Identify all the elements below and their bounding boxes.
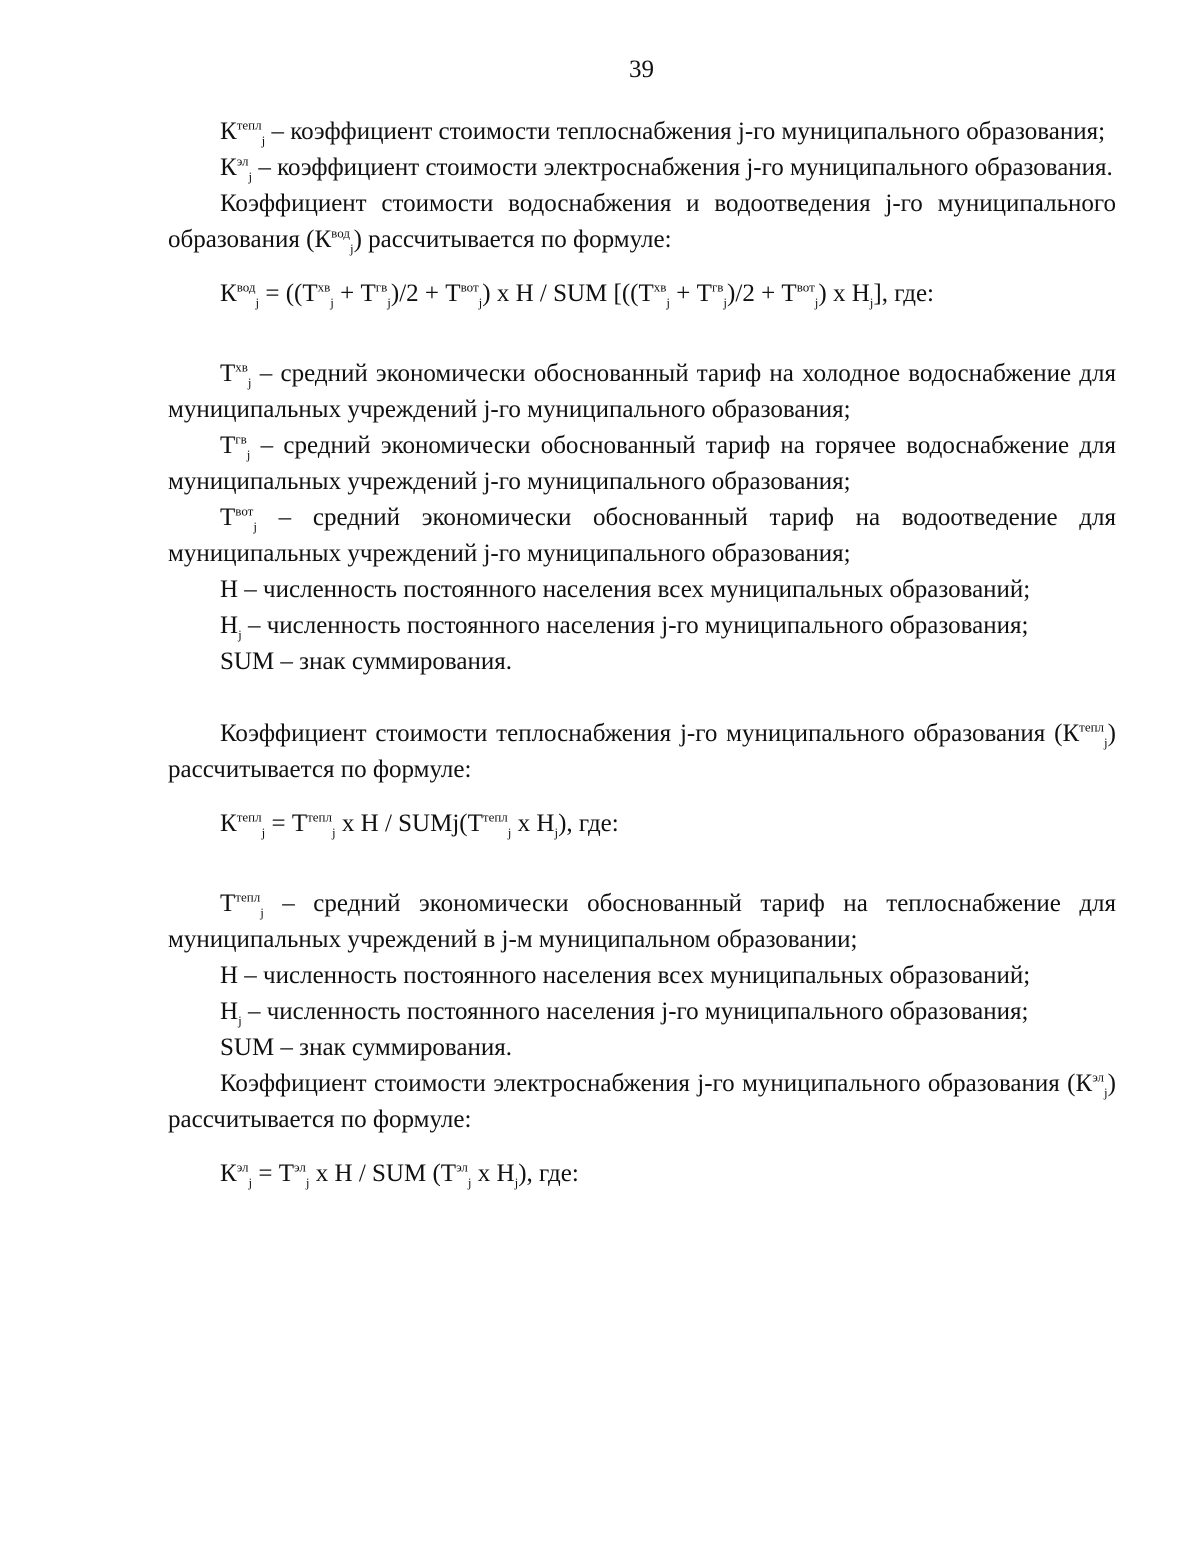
paragraph-k-el-definition: $К^{эл}_j$ – коэффициент стоимости электроснабжения j-го муниципального образования.	[220, 153, 1113, 184]
paragraph-h-definition: Н – численность постоянного населения всех муниципальных образований;	[220, 576, 1031, 603]
page-number: 39	[629, 56, 654, 83]
paragraph-vod-intro: Коэффициент стоимости водоснабжения и водоотведения j-го муниципального образования $(К^{вод}_j)$ рассчитывается по формуле:	[168, 190, 1116, 256]
paragraph-sum-definition: SUM – знак суммирования.	[220, 648, 512, 675]
paragraph-t-vot-definition: $Т^{вот}_j$ – средний экономически обоснованный тариф на водоотведение для муниципальных учреждений j-го муниципального образования;	[168, 503, 1117, 567]
paragraph-hj-definition: $Н_j$ – численность постоянного населения j-го муниципального образования;	[220, 612, 1029, 642]
formula-k-vod: $К^{вод}_j = ((Т^{хв}_j + Т^{гв}_j)/2 + Т^{вот}_j)$ x Н / SUM [$((Т^{хв}_j + Т^{гв}_j)/2 + Т^{вот}_j)$ x $Н_j$], где:	[220, 279, 935, 310]
paragraph-sum-definition-2: SUM – знак суммирования.	[220, 1034, 512, 1061]
paragraph-t-hv-definition: $Т^{хв}_j$ – средний экономически обоснованный тариф на холодное водоснабжение для муниципальных учреждений j-го муниципального образования;	[168, 359, 1117, 423]
paragraph-el-intro: Коэффициент стоимости электроснабжения j-го муниципального образования $(К^{эл}_j)$ рассчитывается по формуле:	[168, 1069, 1116, 1133]
paragraph-hj-definition-2: $Н_j$ – численность постоянного населения j-го муниципального образования;	[220, 998, 1029, 1028]
paragraph-tepl-intro: Коэффициент стоимости теплоснабжения j-го муниципального образования $(К^{тепл}_j)$ рассчитывается по формуле:	[168, 719, 1116, 783]
paragraph-h-definition-2: Н – численность постоянного населения всех муниципальных образований;	[220, 962, 1031, 989]
formula-k-tepl: $К^{тепл}_j = Т^{тепл}_j$ x Н / $SUMj(Т^{тепл}_j$ x $Н_j$), где:	[220, 809, 619, 840]
paragraph-t-tepl-definition: $Т^{тепл}_j$ – средний экономически обоснованный тариф на теплоснабжение для муниципальных учреждений в j-м муниципальном образовании;	[168, 889, 1117, 953]
paragraph-t-gv-definition: $Т^{гв}_j$ – средний экономически обоснованный тариф на горячее водоснабжение для муниципальных учреждений j-го муниципального образования;	[168, 431, 1117, 495]
document-body	[168, 114, 1116, 1192]
formula-k-el: $К^{эл}_j = Т^{эл}_j$ x Н / SUM ($Т^{эл}_j$ x $Н_j$), где:	[220, 1159, 579, 1190]
paragraph-k-tepl-definition: $К^{тепл}_j$ – коэффициент стоимости теплоснабжения j-го муниципального образования;	[220, 117, 1106, 148]
